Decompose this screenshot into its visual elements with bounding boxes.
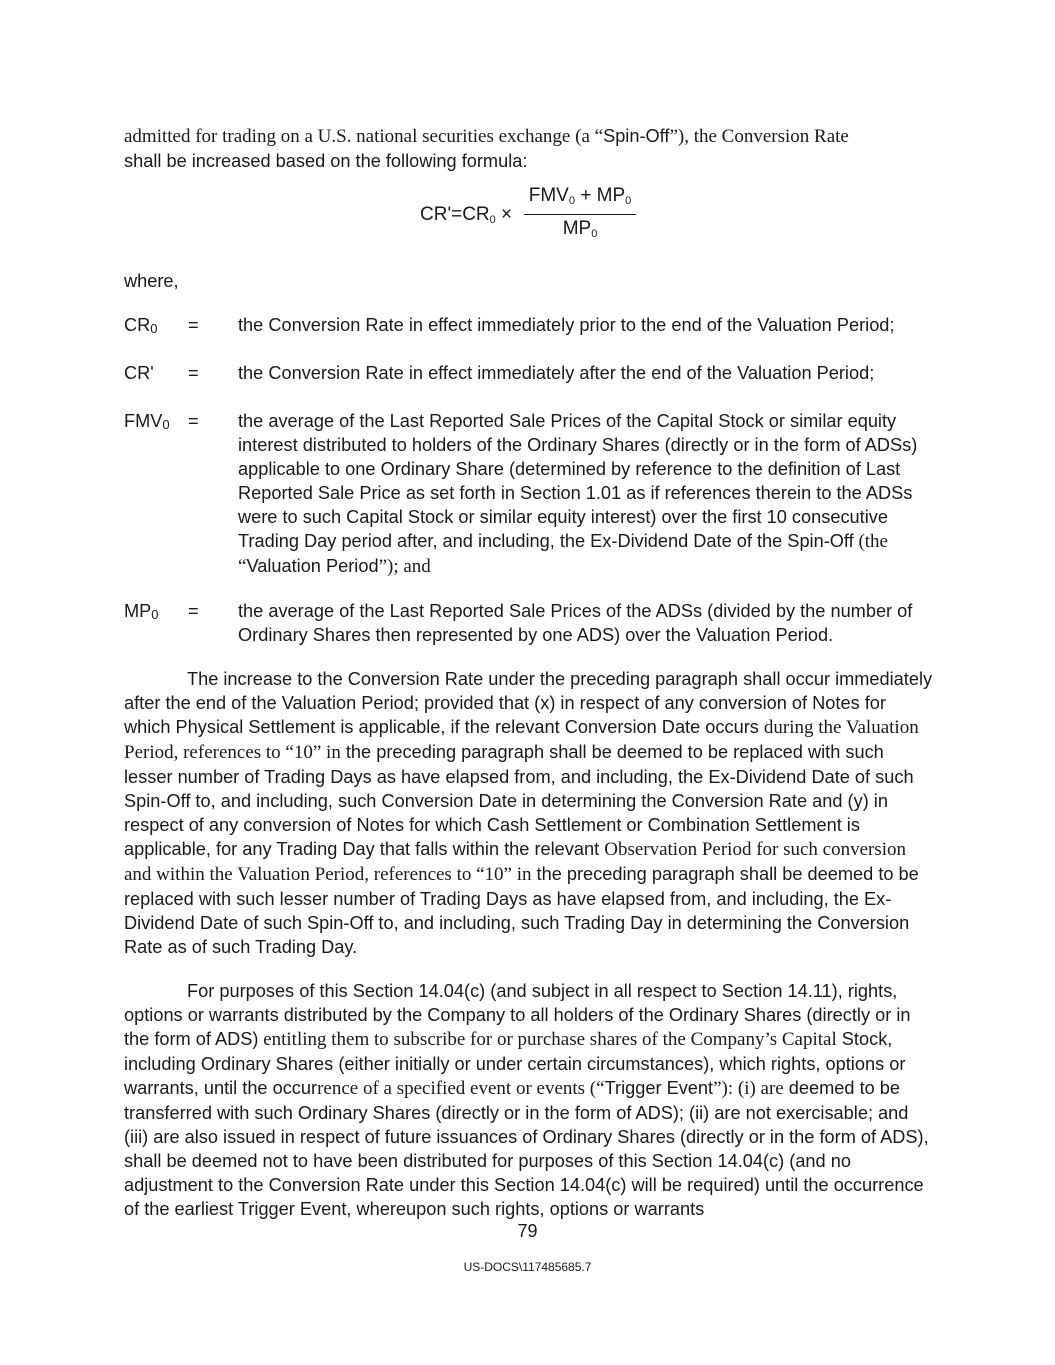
- intro-text-3: shall be increased based on the following formula:: [124, 151, 528, 171]
- definition-text: [238, 409, 934, 579]
- paragraph-text-serif: rence of a specified event or events (“: [317, 1078, 605, 1099]
- formula-numerator: [524, 185, 636, 212]
- definition-equals: =: [188, 315, 199, 335]
- definition-cr-prime: [124, 361, 934, 389]
- term-name: CR: [124, 315, 151, 335]
- formula-equals: =: [451, 204, 463, 225]
- formula-lhs: [420, 203, 512, 232]
- definition-text-serif: (the “: [238, 531, 888, 577]
- definition-text: the Conversion Rate in effect immediately prior to the end of the Valuation Period;: [238, 315, 895, 335]
- paragraph-increase: [124, 667, 934, 959]
- term-sub: 0: [151, 607, 159, 622]
- paragraph-text-serif: entitling them to subscribe for or purchase shares of the Company’s Capital: [258, 1029, 837, 1050]
- paragraph-text: the preceding paragraph shall be deemed to be replaced with such lesser number of Trading Days as have elapsed from, and including, the Ex-Dividend Date of such Spin-Off to, and including, such Trading Day in determining the Conversion Rate as of such Trading Day.: [124, 864, 919, 957]
- term-name: CR': [124, 363, 154, 383]
- paragraph-text: Stock, including Ordinary Shares (either initially or under certain circumstances), which rights, options or warrants, until the occur: [124, 1029, 906, 1098]
- definition-equals: =: [188, 601, 199, 621]
- paragraph-text-serif: during the Valuation Period, references to “10” in: [124, 717, 919, 763]
- definition-equals: =: [188, 363, 199, 383]
- paragraph-text-serif: ”): (i) are: [713, 1078, 784, 1099]
- term-sub: 0: [150, 321, 158, 336]
- document-page: [124, 124, 934, 1221]
- formula-mp-num-sub: 0: [625, 195, 632, 207]
- paragraph-text: deemed to be transferred with such Ordinary Shares (directly or in the form of ADS); (ii) are not exercisable; and (iii) are also issued in respect of future issuances of Ordinary Shares (directly or in the form of ADS), shall be deemed not to have been distributed for purposes of this Section 14.04(c) (and no adjustment to the Conversion Rate under this Section 14.04(c) will be required) until the occurrence of the earliest Trigger Event, whereupon such rights, options or warrants: [124, 1078, 929, 1219]
- paragraph-text: For purposes of this Section 14.04(c) (and subject in all respect to Section 14.11), rights, options or warrants distributed by the Company to all holders of the Ordinary Shares (directly or in the form of ADS): [124, 981, 911, 1049]
- definition-term: [124, 313, 188, 341]
- formula-fraction-bar: [524, 214, 636, 215]
- intro-text-2: ”), the Conversion Rate: [669, 126, 849, 147]
- formula-mp-den: MP: [562, 218, 592, 239]
- definition-cr0: [124, 313, 934, 341]
- definition-fmv0: [124, 409, 934, 579]
- term-name: FMV: [124, 411, 163, 431]
- trigger-event-term: Trigger Event: [604, 1078, 714, 1098]
- formula-mp-num: MP: [596, 185, 626, 206]
- definition-term: [124, 409, 188, 579]
- definition-text: the average of the Last Reported Sale Prices of the ADSs (divided by the number of Ordinary Shares then represented by one ADS) over the Valuation Period.: [238, 601, 913, 645]
- definition-mp0: [124, 599, 934, 647]
- where-label: where,: [124, 271, 179, 291]
- document-id: US-DOCS\117485685.7: [463, 1260, 592, 1274]
- formula-plus: +: [580, 185, 592, 206]
- term-name: MP: [124, 601, 152, 621]
- formula-cr-sub: 0: [489, 214, 496, 226]
- formula-fraction: [524, 185, 636, 245]
- formula-fmv: FMV: [528, 185, 569, 206]
- definition-term: [124, 599, 188, 647]
- formula-mp-den-sub: 0: [591, 228, 598, 240]
- paragraph-rights-options: [124, 979, 934, 1221]
- definition-text-end: ”); and: [378, 556, 431, 577]
- paragraph-text: the preceding paragraph shall be deemed to be replaced with such lesser number of Trading Days as have elapsed from, and including, the Ex-Dividend Date of such Spin-Off to, and including, such Conversion Date in determining the Conversion Rate and (y) in respect of any conversion of Notes for which Cash Settlement or Combination Settlement is applicable, for any Trading Day that falls within the relevant: [124, 742, 914, 859]
- term-sub: 0: [162, 417, 170, 432]
- definition-equals: =: [188, 411, 199, 431]
- formula-fmv-sub: 0: [568, 195, 575, 207]
- intro-text-1: admitted for trading on a U.S. national securities exchange (a “: [124, 126, 604, 147]
- definition-text-main: the average of the Last Reported Sale Prices of the Capital Stock or similar equity interest distributed to holders of the Ordinary Shares (directly or in the form of ADSs) applicable to one Ordinary Share (determined by reference to the definition of Last Reported Sale Price as set forth in Section 1.01 as if references therein to the ADSs were to such Capital Stock or similar equity interest) over the first 10 consecutive Trading Day period after, and including, the Ex-Dividend Date of the Spin-Off: [238, 411, 918, 551]
- paragraph-text-serif: Observation Period for such conversion and within the Valuation Period, references to “10” in: [124, 839, 907, 885]
- formula-denominator: [524, 218, 636, 245]
- definition-text: the Conversion Rate in effect immediately after the end of the Valuation Period;: [238, 363, 875, 383]
- page-number: 79: [517, 1221, 538, 1241]
- conversion-rate-formula: [124, 185, 934, 247]
- paragraph-text: The increase to the Conversion Rate under the preceding paragraph shall occur immediately after the end of the Valuation Period; provided that (x) in respect of any conversion of Notes for which Physical Settlement is applicable, if the relevant Conversion Date occurs: [124, 669, 933, 737]
- formula-cr-prime: CR': [420, 204, 452, 225]
- formula-times: ×: [501, 204, 513, 225]
- intro-paragraph: [124, 124, 934, 173]
- formula-cr: CR: [462, 204, 490, 225]
- valuation-period-term: Valuation Period: [246, 556, 379, 576]
- spin-off-term: Spin-Off: [603, 126, 670, 146]
- definition-term: [124, 361, 188, 389]
